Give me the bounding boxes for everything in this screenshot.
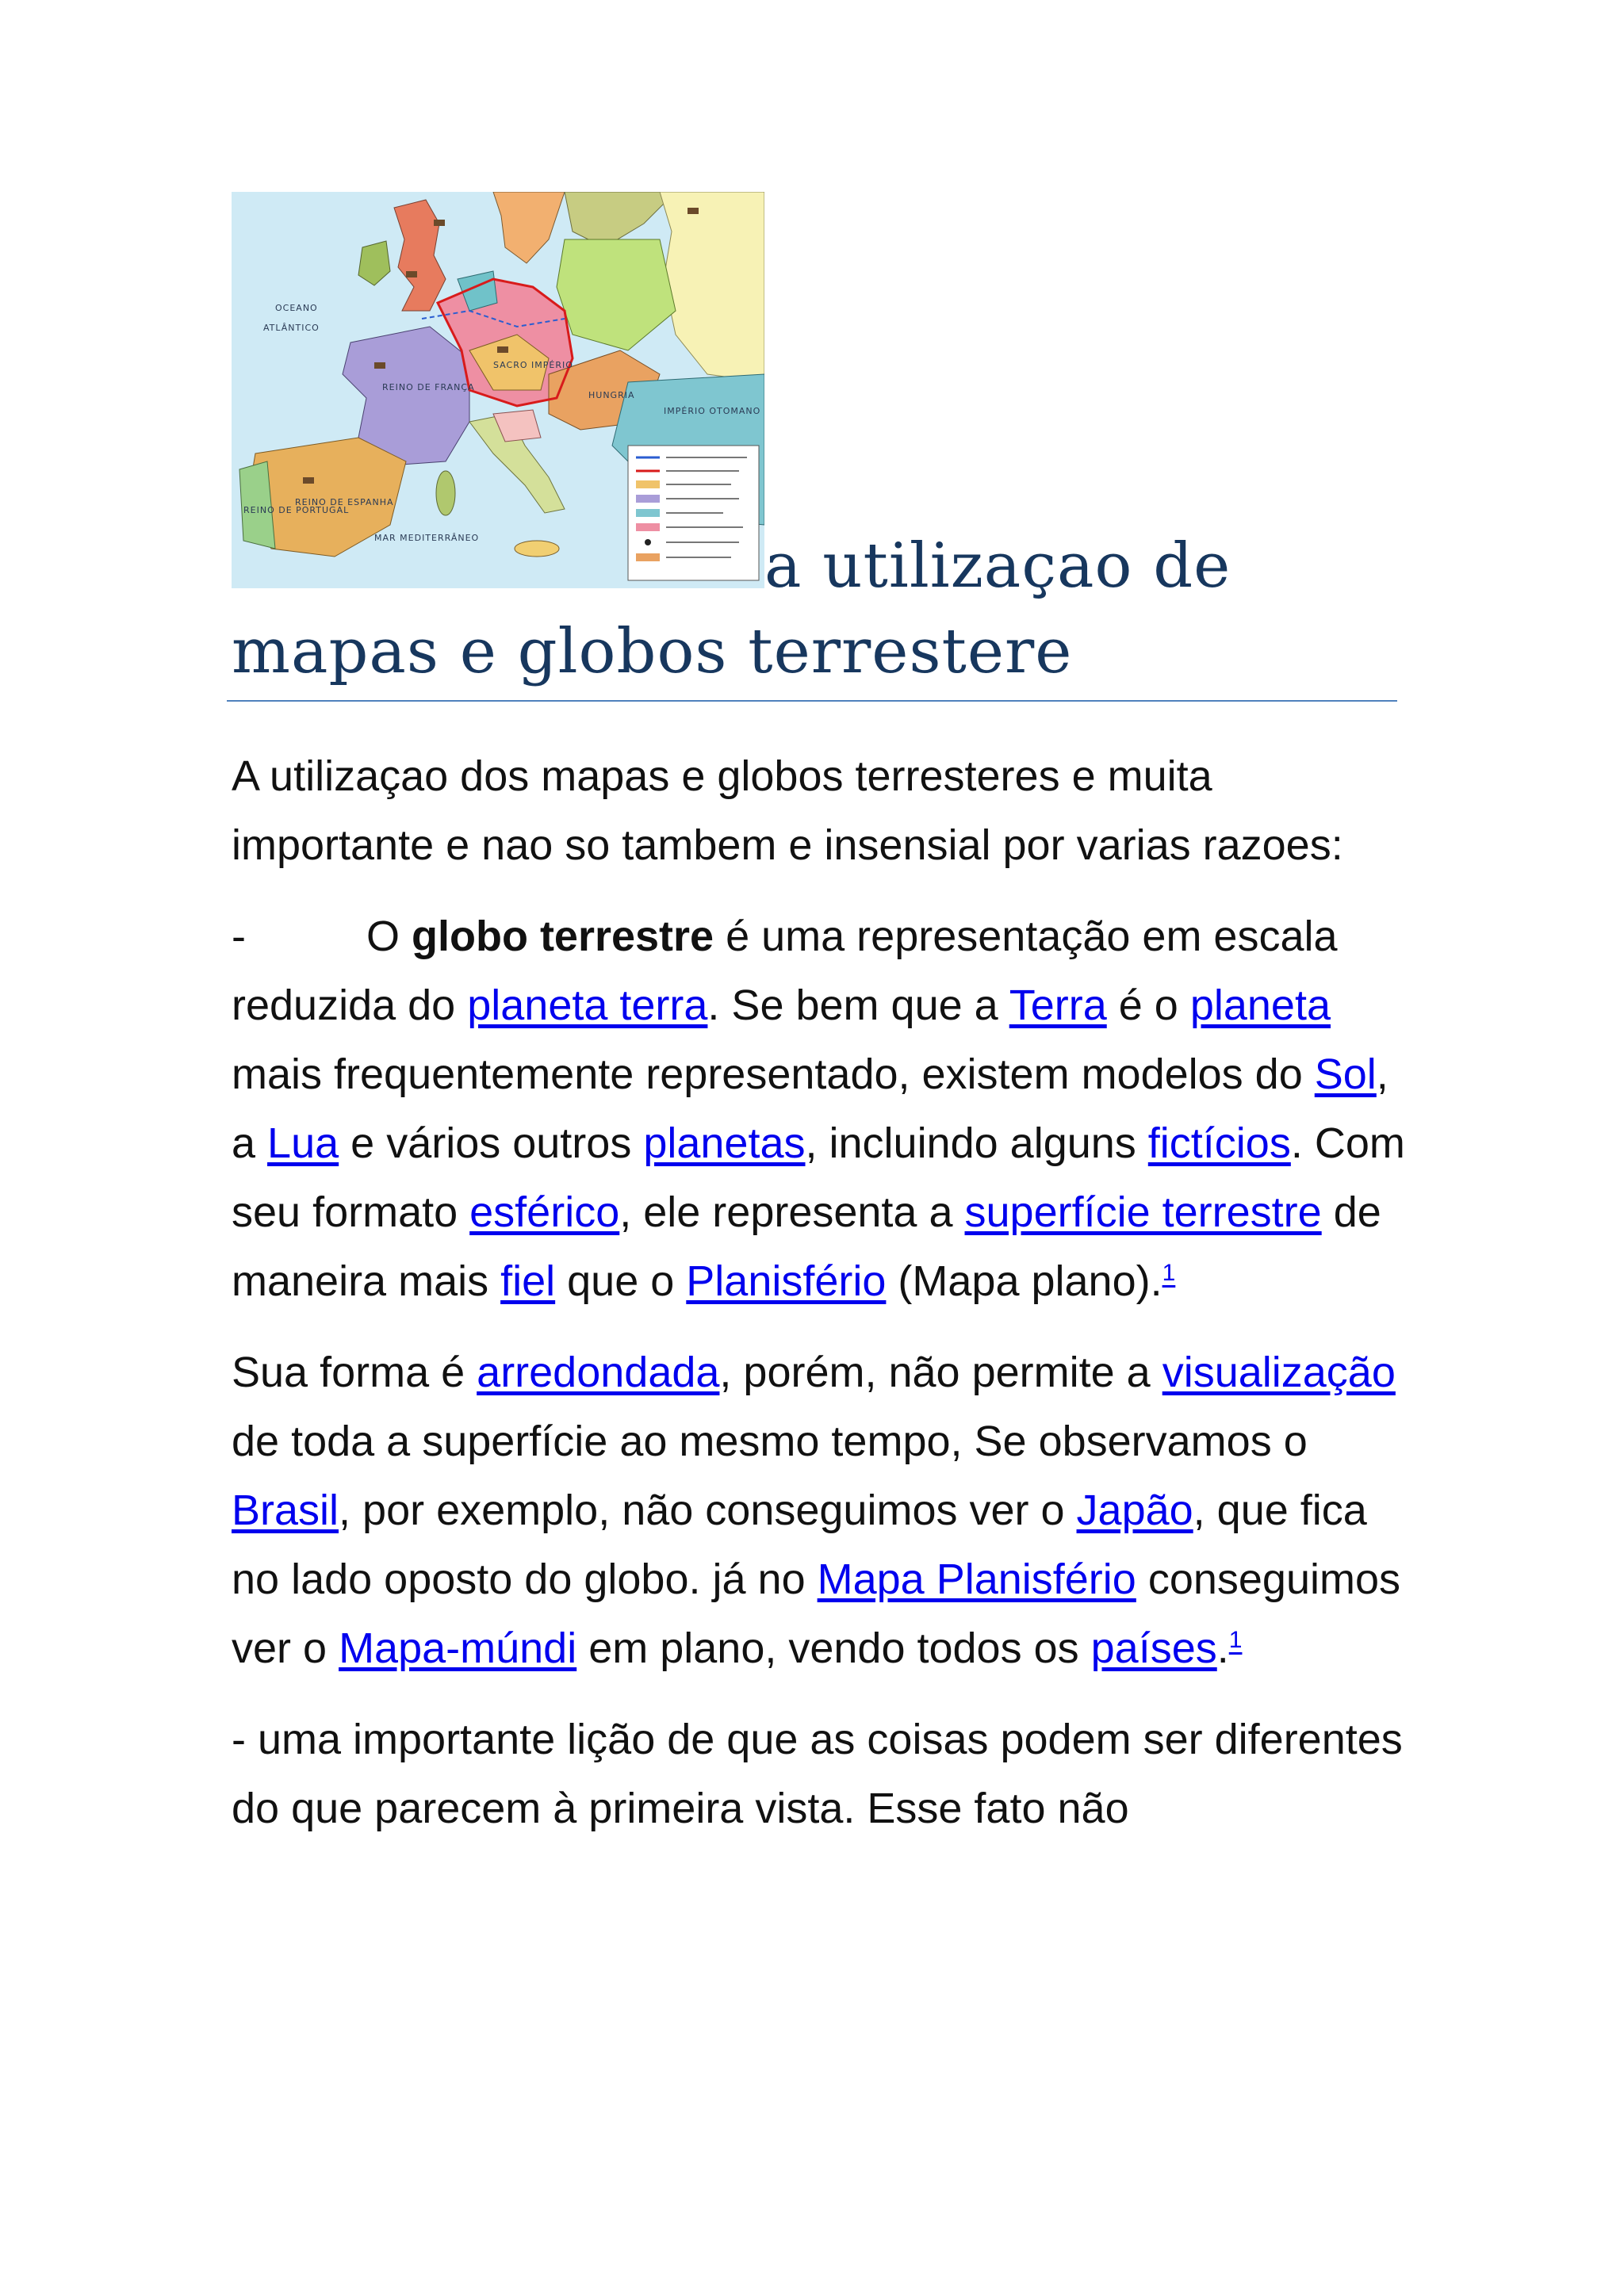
map-label-ocean: OCEANO [275,303,318,313]
paragraph-globo [232,902,1405,1316]
link-paises[interactable]: países [1090,1624,1217,1672]
text-run: mais frequentemente representado, existem modelos do [232,1050,1315,1098]
link-sol[interactable]: Sol [1314,1050,1377,1098]
text-run: , porém, não permite a [719,1349,1162,1396]
link-planeta[interactable]: planeta [1189,982,1331,1029]
text-run: , ele representa a [619,1188,965,1236]
text-run: , a [232,1050,1388,1167]
text-run: . Se bem que a [707,982,1009,1029]
title-underline [227,700,1397,702]
text-run: é o [1106,982,1190,1029]
link-terra[interactable]: Terra [1009,982,1107,1029]
text-run: de toda a superfície ao mesmo tempo, Se observamos o [232,1418,1308,1465]
document-body [232,742,1405,1866]
text-run: O [366,913,412,960]
link-ficticios[interactable]: fictícios [1147,1119,1291,1167]
map-label-sea: MAR MEDITERRÂNEO [374,533,480,543]
footnote-ref[interactable]: 1 [1228,1627,1243,1653]
text-run: . Com seu formato [232,1119,1405,1236]
text-run: e vários outros [339,1119,644,1167]
title-line-2: mapas e globos terrestere [232,616,1073,687]
link-mapa-planisferio[interactable]: Mapa Planisfério [817,1556,1136,1603]
text-run: que o [555,1257,687,1305]
map-label-france: REINO DE FRANÇA [382,382,475,392]
paragraph-licao [232,1705,1405,1843]
link-visualizacao[interactable]: visualização [1162,1349,1396,1396]
map-label-spain: REINO DE ESPANHA [295,497,394,507]
title-line-1: a utilizaçao de [764,530,1231,602]
map-label-atlantic: ATLÂNTICO [263,323,320,333]
link-lua[interactable]: Lua [267,1119,339,1167]
text-run: , incluindo alguns [805,1119,1148,1167]
link-arredondada[interactable]: arredondada [477,1349,720,1396]
link-planetas[interactable]: planetas [643,1119,806,1167]
paragraph-licao-text: - uma importante lição de que as coisas podem ser diferentes do que parecem à primeira vista. Esse fato não [232,1716,1403,1832]
link-brasil[interactable]: Brasil [232,1487,339,1534]
link-japao[interactable]: Japão [1076,1487,1193,1534]
link-fiel[interactable]: fiel [500,1257,556,1305]
text-run: , por exemplo, não conseguimos ver o [339,1487,1077,1534]
map-label-empire: SACRO IMPÉRIO [493,360,573,370]
text-run: de maneira mais [232,1188,1381,1305]
footnote-ref[interactable]: 1 [1162,1260,1176,1286]
text-run: , que fica no lado oposto do globo. já no [232,1487,1367,1603]
link-esferico[interactable]: esférico [469,1188,620,1236]
europe-historical-map [232,192,764,588]
list-dash: - [232,913,246,960]
bold-term: globo terrestre [412,913,714,960]
text-run: Sua forma é [232,1349,477,1396]
link-planeta-terra[interactable]: planeta terra [467,982,708,1029]
text-run: em plano, vendo todos os [576,1624,1091,1672]
text-run: é uma representação em escala reduzida do [232,913,1338,1029]
map-label-portugal: REINO DE PORTUGAL [243,505,350,515]
paragraph-intro-text: A utilizaçao dos mapas e globos terresteres e muita importante e nao so tambem e insensial por varias razoes: [232,752,1343,869]
paragraph-forma [232,1338,1405,1683]
link-superficie-terrestre[interactable]: superfície terrestre [964,1188,1322,1236]
map-label-hungary: HUNGRIA [588,390,635,400]
map-label-ottoman: IMPÉRIO OTOMANO [664,406,761,416]
text-run: . [1216,1624,1229,1672]
text-run: conseguimos ver o [232,1556,1401,1672]
link-mapa-mundi[interactable]: Mapa-múndi [339,1624,577,1672]
text-run: (Mapa plano). [886,1257,1162,1305]
paragraph-intro [232,742,1405,880]
link-planisferio[interactable]: Planisfério [686,1257,887,1305]
